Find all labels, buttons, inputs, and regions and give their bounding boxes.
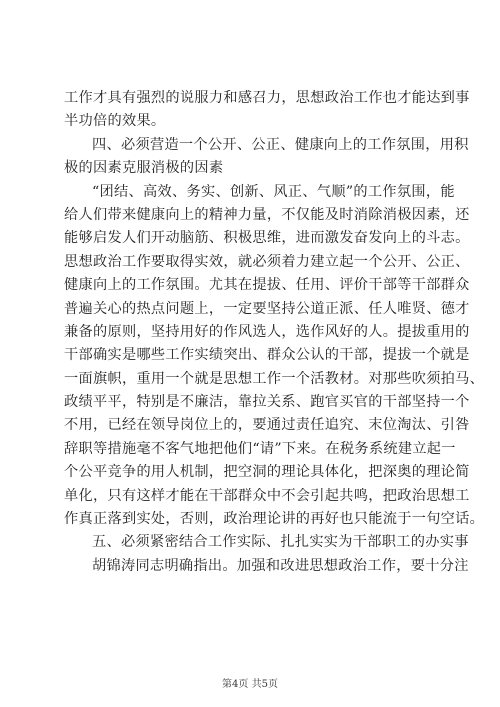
- section-heading-4: 四、必须营造一个公开、公正、健康向上的工作氛围，用积: [92, 136, 469, 153]
- text-line: 作真正落到实处，否则，政治理论讲的再好也只能流于一句空话。: [64, 511, 485, 528]
- text-line: 半功倍的效果。: [64, 113, 166, 130]
- text-line: 健康向上的工作氛围。尤其在提拔、任用、评价干部等干部群众: [64, 277, 470, 294]
- text-line: 干部确实是哪些工作实绩突出、群众公认的干部，提拔一个就是: [64, 347, 470, 364]
- text-line: 思想政治工作要取得实效，就必须着力建立起一个公开、公正、: [64, 253, 470, 270]
- page-number-footer: 第4页 共5页: [222, 679, 278, 690]
- text-line: 不用，已经在领导岗位上的，要通过责任追究、末位淘汰、引咎: [64, 417, 470, 434]
- text-line: 能够启发人们开动脑筋、积极思维，进而激发奋发向上的斗志。: [64, 230, 470, 247]
- section-heading-5: 五、必须紧密结合工作实际、扎扎实实为干部职工的办实事: [92, 534, 469, 551]
- text-line: 工作才具有强烈的说服力和感召力，思想政治工作也才能达到事: [64, 90, 470, 106]
- text-line: 个公平竞争的用人机制，把空洞的理论具体化，把深奥的理论简: [64, 464, 470, 481]
- text-line: 辞职等措施毫不客气地把他们“请”下来。在税务系统建立起一: [64, 440, 456, 457]
- section-heading-4-cont: 极的因素克服消极的因素: [64, 160, 224, 177]
- text-line: 普遍关心的热点问题上，一定要坚持公道正派、任人唯贤、德才: [64, 300, 470, 317]
- text-line: 一面旗帜，重用一个就是思想工作一个活教材。对那些吹须拍马、: [64, 370, 485, 387]
- text-line: 单化，只有这样才能在干部群众中不会引起共鸣，把政治思想工: [64, 487, 470, 504]
- text-line: 兼备的原则，坚持用好的作风选人，选作风好的人。提拔重用的: [64, 323, 470, 340]
- text-line: 政绩平平，特别是不廉洁，靠拉关系、跑官买官的干部坚持一个: [64, 394, 470, 411]
- text-line: 胡锦涛同志明确指出。加强和改进思想政治工作，要十分注: [92, 557, 469, 574]
- text-line: 给人们带来健康向上的精神力量，不仅能及时消除消极因素，还: [64, 206, 470, 223]
- document-body: [64, 87, 485, 578]
- text-line: “团结、高效、务实、创新、风正、气顺”的工作氛围，能: [92, 183, 455, 200]
